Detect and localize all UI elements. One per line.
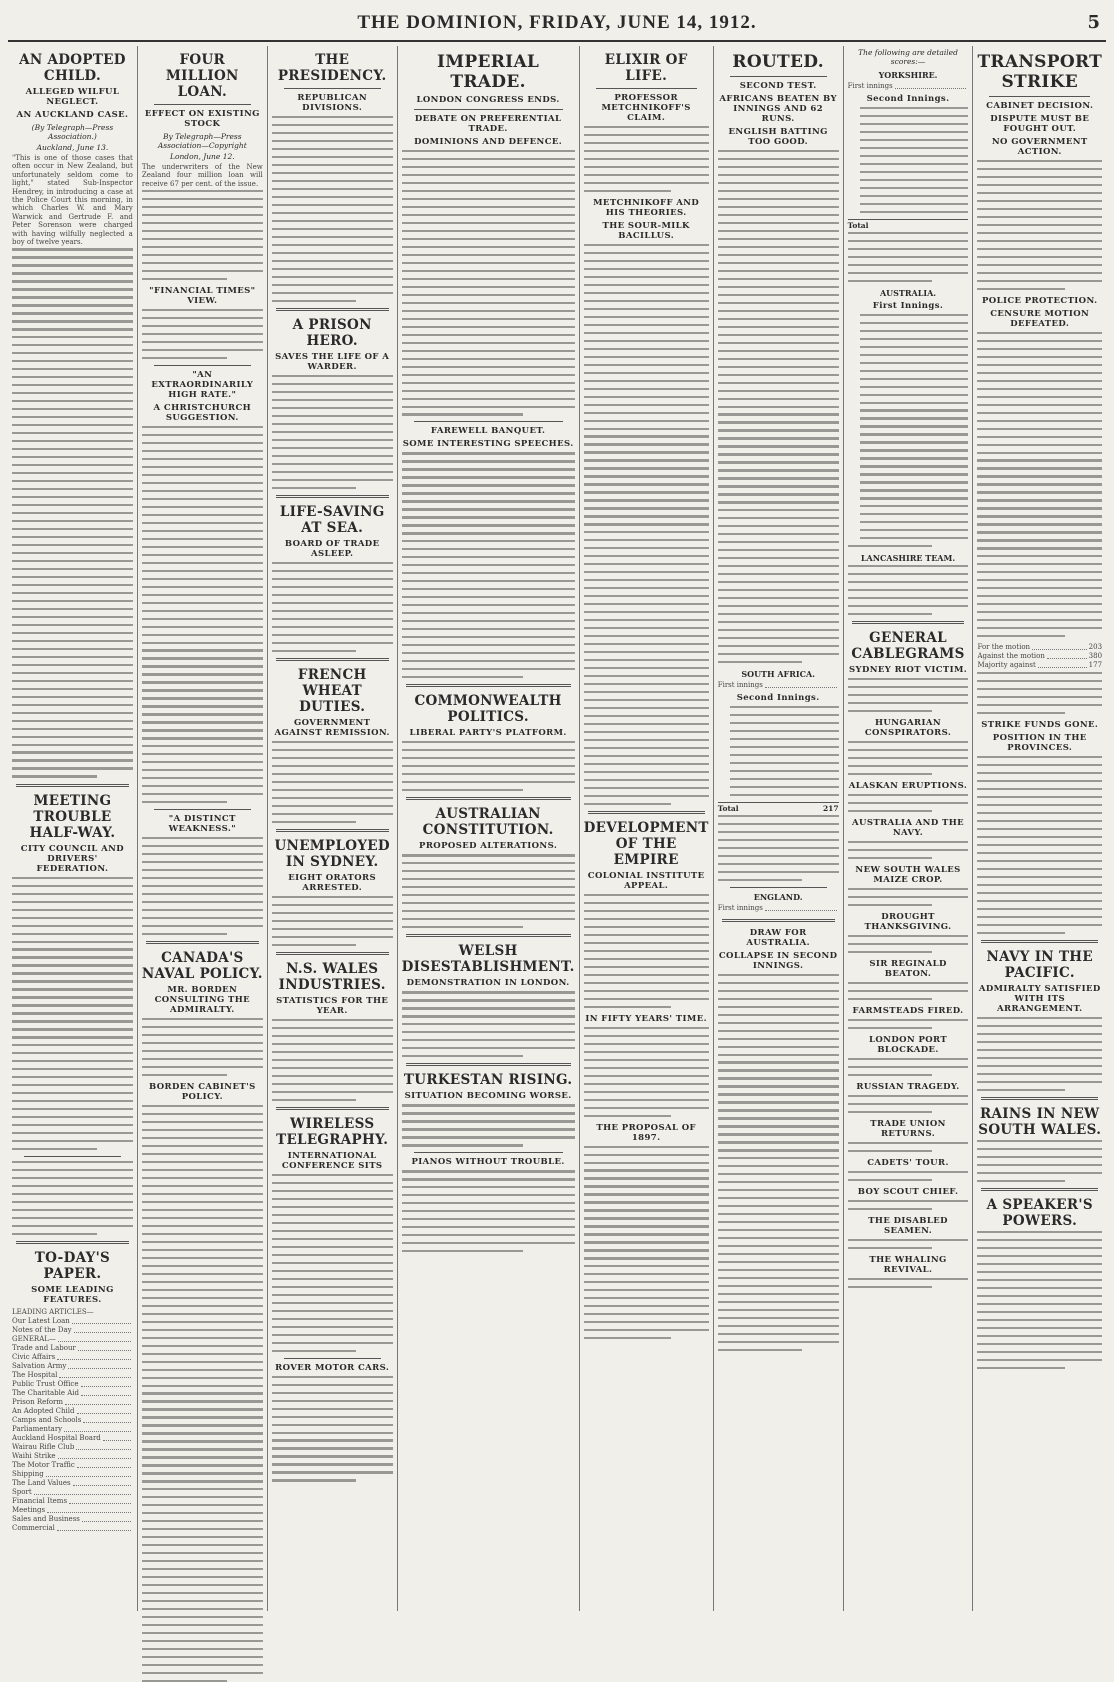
scoreboard-title: AUSTRALIA. [879, 287, 937, 298]
article-body [272, 1174, 393, 1352]
subhead: STATISTICS FOR THE YEAR. [276, 995, 389, 1016]
article-body [977, 756, 1102, 934]
article-body [12, 877, 133, 1151]
score-row: First innings [848, 82, 969, 91]
list-item: Meetings [12, 1506, 133, 1515]
subhead: CITY COUNCIL AND DRIVERS' FEDERATION. [20, 843, 125, 874]
subhead: POSITION IN THE PROVINCES. [992, 733, 1087, 754]
subhead: REPUBLICAN DIVISIONS. [297, 93, 367, 113]
list-item: Public Trust Office [12, 1380, 133, 1389]
headline-routed: ROUTED. [732, 52, 824, 72]
columns [8, 46, 1106, 1611]
headline-general-cablegrams: GENERAL CABLEGRAMS [851, 630, 965, 663]
article-body [848, 1095, 969, 1113]
article-body [402, 452, 575, 678]
subhead: FAREWELL BANQUET. [430, 426, 546, 437]
cable-heading: SIR REGINALD BEATON. [869, 958, 947, 979]
subhead: BORDEN CABINET'S POLICY. [149, 1082, 256, 1103]
article-body [848, 1278, 969, 1288]
subhead: Second Innings. [736, 692, 820, 703]
article-body [402, 741, 575, 791]
article-body [142, 309, 263, 359]
advertisement [402, 1170, 575, 1252]
headline-transport-strike: TRANSPORT STRIKE [977, 52, 1103, 92]
list-item: Sport [12, 1488, 133, 1497]
subhead: THE SOUR-MILK BACILLUS. [602, 220, 690, 241]
article-body [142, 1105, 263, 1682]
subhead: METCHNIKOFF AND HIS THEORIES. [593, 197, 700, 218]
cable-heading: THE WHALING REVIVAL. [869, 1254, 947, 1275]
advertisement-title: PIANOS WITHOUT TROUBLE. [411, 1157, 565, 1168]
cable-heading: THE DISABLED SEAMEN. [868, 1215, 948, 1236]
subhead: PROFESSOR METCHNIKOFF'S CLAIM. [601, 93, 691, 123]
article-body [272, 562, 393, 652]
dateline: By Telegraph—Press Association—Copyright [157, 132, 247, 150]
article-body [848, 1019, 969, 1029]
headline-adopted-child: AN ADOPTED CHILD. [19, 52, 126, 84]
bowling-analysis [848, 232, 969, 282]
cable-heading: FARMSTEADS FIRED. [852, 1005, 964, 1016]
subhead: DISPUTE MUST BE FOUGHT OUT. [990, 114, 1090, 134]
dateline: (By Telegraph—Press Association.) [31, 123, 114, 141]
headline-development-of-empire: DEVELOPMENT OF THE EMPIRE [583, 819, 709, 868]
article-lead: "This is one of those cases that often occur in New Zealand, but unfortunately seldom come to light," stated Sub-Inspector Hendrey, in introducing a case at the Police Court this morning, in which Charles W. and Mary Warwick and Gertrude F. and Peter Sorenson were charged with having wilfully neglected a boy of twelve years. [12, 154, 133, 247]
page-number: 5 [1087, 12, 1100, 33]
article-body [142, 1018, 263, 1076]
subhead: COLONIAL INSTITUTE APPEAL. [587, 870, 705, 891]
subhead: LONDON CONGRESS ENDS. [416, 95, 560, 105]
bowling-analysis [718, 815, 839, 881]
subhead: A CHRISTCHURCH SUGGESTION. [153, 402, 252, 423]
article-body [718, 150, 839, 663]
features-label: LEADING ARTICLES— [12, 1308, 94, 1317]
headline-life-saving: LIFE-SAVING AT SEA. [279, 503, 385, 536]
subhead: SECOND TEST. [739, 81, 817, 91]
headline-canadas-naval-policy: CANADA'S NAVAL POLICY. [141, 950, 263, 983]
headline-four-million-loan: FOUR MILLION LOAN. [165, 52, 239, 100]
column-8 [973, 46, 1106, 1611]
subhead: POLICE PROTECTION. [982, 295, 1098, 306]
headline-presidency: THE PRESIDENCY. [277, 52, 387, 84]
subhead: CENSURE MOTION DEFEATED. [990, 308, 1090, 329]
article-lead: The underwriters of the New Zealand four million loan will receive 67 per cent. of the issue. [141, 163, 263, 188]
article-body [272, 116, 393, 302]
article-body [272, 741, 393, 823]
headline-navy-pacific: NAVY IN THE PACIFIC. [986, 948, 1093, 981]
subhead: SAVES THE LIFE OF A WARDER. [275, 351, 390, 372]
scoreboard [718, 706, 839, 796]
headline-welsh-disestablishment: WELSH DISESTABLISHMENT. [401, 943, 575, 976]
subhead: DRAW FOR AUSTRALIA. [746, 927, 810, 948]
headline-meeting-trouble: MEETING TROUBLE HALF-WAY. [29, 792, 116, 841]
headline-speakers-powers: A SPEAKER'S POWERS. [986, 1197, 1093, 1230]
article-body [977, 1140, 1102, 1182]
vote-row: For the motion 203 [977, 643, 1103, 652]
cable-heading: AUSTRALIA AND THE NAVY. [852, 818, 965, 839]
headline-commonwealth-politics: COMMONWEALTH POLITICS. [414, 693, 562, 726]
subhead: DEBATE ON PREFERENTIAL TRADE. [414, 114, 562, 134]
column-6 [714, 46, 844, 1611]
subhead: ALLEGED WILFUL NEGLECT. [25, 87, 120, 107]
cable-heading: CADETS' TOUR. [867, 1157, 949, 1168]
article-body [402, 854, 575, 928]
article-body [272, 1019, 393, 1101]
score-row: First innings [718, 681, 839, 690]
subhead: IN FIFTY YEARS' TIME. [585, 1013, 707, 1024]
article-body [848, 1200, 969, 1210]
subhead: LIBERAL PARTY'S PLATFORM. [409, 728, 567, 739]
advertisement [12, 1161, 133, 1235]
masthead [8, 6, 1106, 42]
article-body [718, 974, 839, 1351]
column-2 [138, 46, 268, 1611]
subhead: First Innings. [872, 300, 944, 311]
subhead: "A DISTINCT WEAKNESS." [168, 814, 237, 835]
advertisement [272, 1376, 393, 1482]
article-body [584, 126, 709, 192]
list-item: The Land Values [12, 1479, 133, 1488]
subhead: INTERNATIONAL CONFERENCE SITS [281, 1150, 383, 1171]
subhead: SITUATION BECOMING WORSE. [404, 1091, 572, 1102]
article-body [142, 426, 263, 803]
cable-heading: ALASKAN ERUPTIONS. [848, 781, 968, 792]
headline-rains-nsw: RAINS IN NEW SOUTH WALES. [978, 1105, 1102, 1138]
scoreboard [848, 107, 969, 213]
article-body [584, 1146, 709, 1340]
advertisement-title: ROVER MOTOR CARS. [275, 1362, 390, 1373]
article-body [848, 1239, 969, 1249]
scores-note: The following are detailed scores:— [858, 48, 958, 66]
article-body [977, 332, 1102, 638]
column-1 [8, 46, 138, 1611]
cable-heading: SYDNEY RIOT VICTIM. [848, 665, 968, 676]
list-item: Civic Affairs [12, 1353, 133, 1362]
subhead: ADMIRALTY SATISFIED WITH ITS ARRANGEMENT. [978, 983, 1101, 1014]
list-item: Shipping [12, 1470, 133, 1479]
list-item: The Charitable Aid [12, 1389, 133, 1398]
subhead: "FINANCIAL TIMES" VIEW. [149, 286, 256, 307]
list-item: Waihi Strike [12, 1452, 133, 1461]
vote-row: Majority against 177 [977, 661, 1103, 670]
article-body [12, 248, 133, 777]
list-item: The Motor Traffic [12, 1461, 133, 1470]
column-3 [268, 46, 398, 1611]
article-body [848, 678, 969, 712]
subhead: BOARD OF TRADE ASLEEP. [284, 538, 380, 559]
headline-elixir-of-life: ELIXIR OF LIFE. [604, 52, 688, 84]
subhead: EIGHT ORATORS ARRESTED. [288, 872, 377, 893]
article-body [584, 894, 709, 1008]
list-item: Sales and Business [12, 1515, 133, 1524]
article-body [977, 160, 1102, 290]
subhead: Second Innings. [866, 94, 950, 104]
list-item: Trade and Labour [12, 1344, 133, 1353]
list-item: GENERAL— [12, 1335, 133, 1344]
column-4 [398, 46, 580, 1611]
article-body [977, 672, 1102, 714]
article-body [142, 190, 263, 280]
list-item: Wairau Rifle Club [12, 1443, 133, 1452]
article-body [272, 375, 393, 489]
masthead-title: THE DOMINION, FRIDAY, JUNE 14, 1912. [357, 12, 757, 33]
article-body [402, 1104, 575, 1146]
article-body [272, 896, 393, 946]
headline-french-wheat: FRENCH WHEAT DUTIES. [297, 666, 367, 715]
headline-wireless: WIRELESS TELEGRAPHY. [276, 1115, 389, 1148]
article-body [848, 935, 969, 953]
list-item: An Adopted Child [12, 1407, 133, 1416]
scoreboard-title: SOUTH AFRICA. [741, 668, 815, 679]
cable-heading: DROUGHT THANKSGIVING. [864, 912, 952, 932]
cable-heading: NEW SOUTH WALES MAIZE CROP. [855, 865, 961, 886]
cable-heading: BOY SCOUT CHIEF. [857, 1186, 959, 1197]
subhead: DEMONSTRATION IN LONDON. [406, 978, 570, 989]
headline-prison-hero: A PRISON HERO. [292, 316, 372, 349]
article-body [584, 244, 709, 805]
headline-imperial-trade: IMPERIAL TRADE. [437, 52, 540, 92]
subhead: SOME INTERESTING SPEECHES. [402, 439, 574, 450]
subhead: AFRICANS BEATEN BY INNINGS AND 62 RUNS. [719, 94, 837, 124]
headline-unemployed-sydney: UNEMPLOYED IN SYDNEY. [274, 837, 390, 870]
subhead: SOME LEADING FEATURES. [31, 1285, 114, 1306]
list-item: Prison Reform [12, 1398, 133, 1407]
column-5 [580, 46, 714, 1611]
article-body [848, 794, 969, 812]
subhead: COLLAPSE IN SECOND INNINGS. [718, 950, 838, 971]
article-body [848, 741, 969, 775]
dateline: London, June 12. [169, 152, 235, 161]
article-body [848, 1142, 969, 1152]
headline-nsw-industries: N.S. WALES INDUSTRIES. [278, 960, 386, 993]
score-row: First innings [718, 904, 839, 913]
article-body [848, 1171, 969, 1181]
article-body [402, 150, 575, 416]
list-item: Salvation Army [12, 1362, 133, 1371]
subhead: CABINET DECISION. [986, 101, 1094, 111]
subhead: GOVERNMENT AGAINST REMISSION. [274, 717, 390, 738]
list-item: Auckland Hospital Board [12, 1434, 133, 1443]
list-item: Notes of the Day [12, 1326, 133, 1335]
subhead: PROPOSED ALTERATIONS. [419, 841, 558, 852]
column-7 [844, 46, 974, 1611]
article-body [142, 837, 263, 935]
subhead: ENGLISH BATTING TOO GOOD. [728, 127, 828, 147]
cable-heading: LONDON PORT BLOCKADE. [868, 1034, 948, 1055]
subhead: THE PROPOSAL OF 1897. [596, 1122, 696, 1143]
score-total: Total [848, 219, 969, 230]
article-body [977, 1231, 1102, 1369]
scoreboard-title: ENGLAND. [753, 891, 803, 902]
headline-australian-constitution: AUSTRALIAN CONSTITUTION. [422, 806, 554, 839]
vote-row: Against the motion 380 [977, 652, 1103, 661]
list-item: Our Latest Loan [12, 1317, 133, 1326]
article-body [584, 1027, 709, 1117]
article-body [848, 1058, 969, 1076]
article-body [848, 841, 969, 859]
scoreboard-title: YORKSHIRE. [878, 70, 938, 80]
dateline: Auckland, June 13. [36, 143, 109, 152]
subhead: DOMINIONS AND DEFENCE. [414, 137, 563, 147]
score-total: Total 217 [717, 803, 839, 813]
headline-turkestan-rising: TURKESTAN RISING. [403, 1072, 573, 1089]
list-item: Camps and Schools [12, 1416, 133, 1425]
article-body [402, 991, 575, 1057]
subhead: MR. BORDEN CONSULTING THE ADMIRALTY. [154, 985, 251, 1016]
subhead: STRIKE FUNDS GONE. [981, 720, 1099, 731]
scoreboard-title: LANCASHIRE TEAM. [860, 553, 956, 564]
list-item: Financial Items [12, 1497, 133, 1506]
scoreboard [848, 314, 969, 548]
article-body [977, 1017, 1102, 1091]
list-item: Parliamentary [12, 1425, 133, 1434]
subhead: NO GOVERNMENT ACTION. [991, 137, 1088, 157]
list-item: Commercial [12, 1524, 133, 1533]
subhead: EFFECT ON EXISTING STOCK [144, 109, 260, 129]
cable-heading: RUSSIAN TRAGEDY. [856, 1081, 960, 1092]
subhead: "AN EXTRAORDINARILY HIGH RATE." [151, 369, 254, 400]
cable-heading: HUNGARIAN CONSPIRATORS. [864, 718, 952, 739]
headline-todays-paper: TO-DAY'S PAPER. [34, 1250, 111, 1283]
list-item: The Hospital [12, 1371, 133, 1380]
cable-heading: TRADE UNION RETURNS. [870, 1118, 946, 1139]
subhead: AN AUCKLAND CASE. [16, 110, 129, 120]
article-body [848, 982, 969, 1000]
article-body [848, 565, 969, 615]
article-body [848, 888, 969, 906]
